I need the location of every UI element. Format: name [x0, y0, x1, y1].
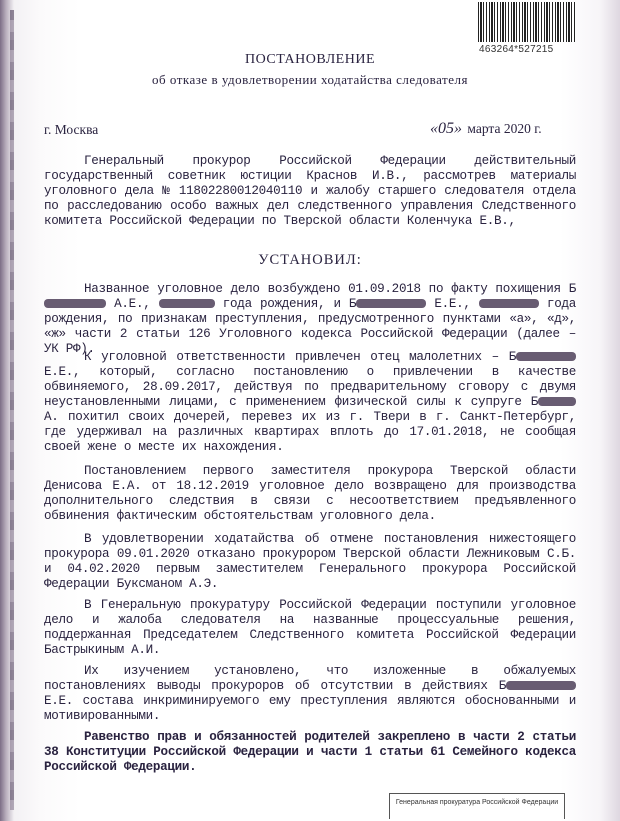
barcode-area: [473, 0, 583, 58]
redacted-block: [356, 299, 426, 308]
stamp-box: Генеральная прокуратура Российской Федерации: [389, 793, 565, 819]
redacted-block: [516, 352, 576, 361]
para1-text-c: года рождения, и Б: [222, 297, 357, 311]
document-city: г. Москва: [44, 122, 99, 137]
para1-text-e: года рождения, по признакам преступления, предусмотренного пунктами «а», «д», «ж» части 2 статьи 126 Уголовного кодекса Российской Федерации (далее – УК РФ).: [44, 297, 576, 356]
paragraph-5: В Генеральную прокуратуру Российской Федерации поступили уголовное дело и жалоба следователя на названные процессуальные решения, поддержанная Председателем Следственного комитета Российской Федерации Бастрыкиным А.И.: [44, 598, 576, 657]
para6-text-b: Е.Е. состава инкриминируемого ему преступления являются обоснованными и мотивированными.: [44, 694, 576, 723]
paragraph-1: [44, 282, 576, 357]
paragraph-2: [44, 350, 576, 455]
para2-text-a: К уголовной ответственности привлечен отец малолетних – Б: [84, 350, 516, 364]
para1-text-a: Названное уголовное дело возбуждено 01.09.2018 по факту похищения Б: [84, 282, 576, 296]
para2-text-c: А. похитил своих дочерей, перевез их из г. Твери в г. Санкт-Петербург, где удерживал на различных квартирах вплоть до 17.01.2018, не сообщая своей жене о месте их нахождения.: [44, 410, 576, 454]
redacted-block: [538, 397, 576, 406]
paragraph-7: Равенство прав и обязанностей родителей закреплено в части 2 статьи 38 Конституции Российской Федерации и части 1 статьи 61 Семейного кодекса Российской Федерации.: [44, 730, 576, 774]
redacted-block: [479, 299, 539, 308]
date-month-year: марта 2020 г.: [467, 121, 542, 136]
paragraph-3: Постановлением первого заместителя прокурора Тверской области Денисова Е.А. от 18.12.2019 уголовное дело возвращено для производства дополнительного следствия в связи с несоответствием предъявленного обвинения фактическим обстоятельствам уголовного дела.: [44, 464, 576, 523]
paragraph-4: В удовлетворении ходатайства об отмене постановления нижестоящего прокурора 09.01.2020 отказано прокурором Тверской области Лежниковым С.Б. и 04.02.2020 первым заместителем Генерального прокурора Российской Федерации Буксманом А.Э.: [44, 532, 576, 591]
document-subtitle: об отказе в удовлетворении ходатайства следователя: [152, 72, 468, 87]
document-date: [428, 120, 542, 138]
para1-text-b: А.Е.,: [114, 297, 159, 311]
scan-edge-shadow: [10, 10, 14, 810]
document-title: ПОСТАНОВЛЕНИЕ: [244, 52, 376, 67]
section-heading: УСТАНОВИЛ:: [258, 252, 362, 268]
para2-text-b: Е.Е., который, согласно постановлению о привлечении в качестве обвиняемого, 28.09.2017, действуя по предварительному сговору с двумя неустановленными лицами, с применением физической силы к супруге Б: [44, 365, 576, 409]
para6-text-a: Их изучением установлено, что изложенные в обжалуемых постановлениях выводы прокуроров об отсутствии в действиях Б: [44, 664, 576, 693]
date-day: «05»: [430, 120, 462, 137]
redacted-block: [159, 299, 215, 308]
intro-paragraph: Генеральный прокурор Российской Федерации действительный государственный советник юстиции Краснов И.В., рассмотрев материалы уголовного дела № 11802280012040110 и жалобу старшего следователя отдела по расследованию особо важных дел следственного управления Следственного комитета Российской Федерации по Тверской области Коленчука Е.В.,: [44, 154, 576, 228]
redacted-block: [44, 299, 106, 308]
paragraph-6: [44, 664, 576, 724]
para1-text-d: Е.Е.,: [434, 297, 479, 311]
redacted-block: [506, 681, 576, 690]
barcode-icon: [478, 2, 576, 42]
barcode-number: 463264*527215: [479, 44, 554, 55]
